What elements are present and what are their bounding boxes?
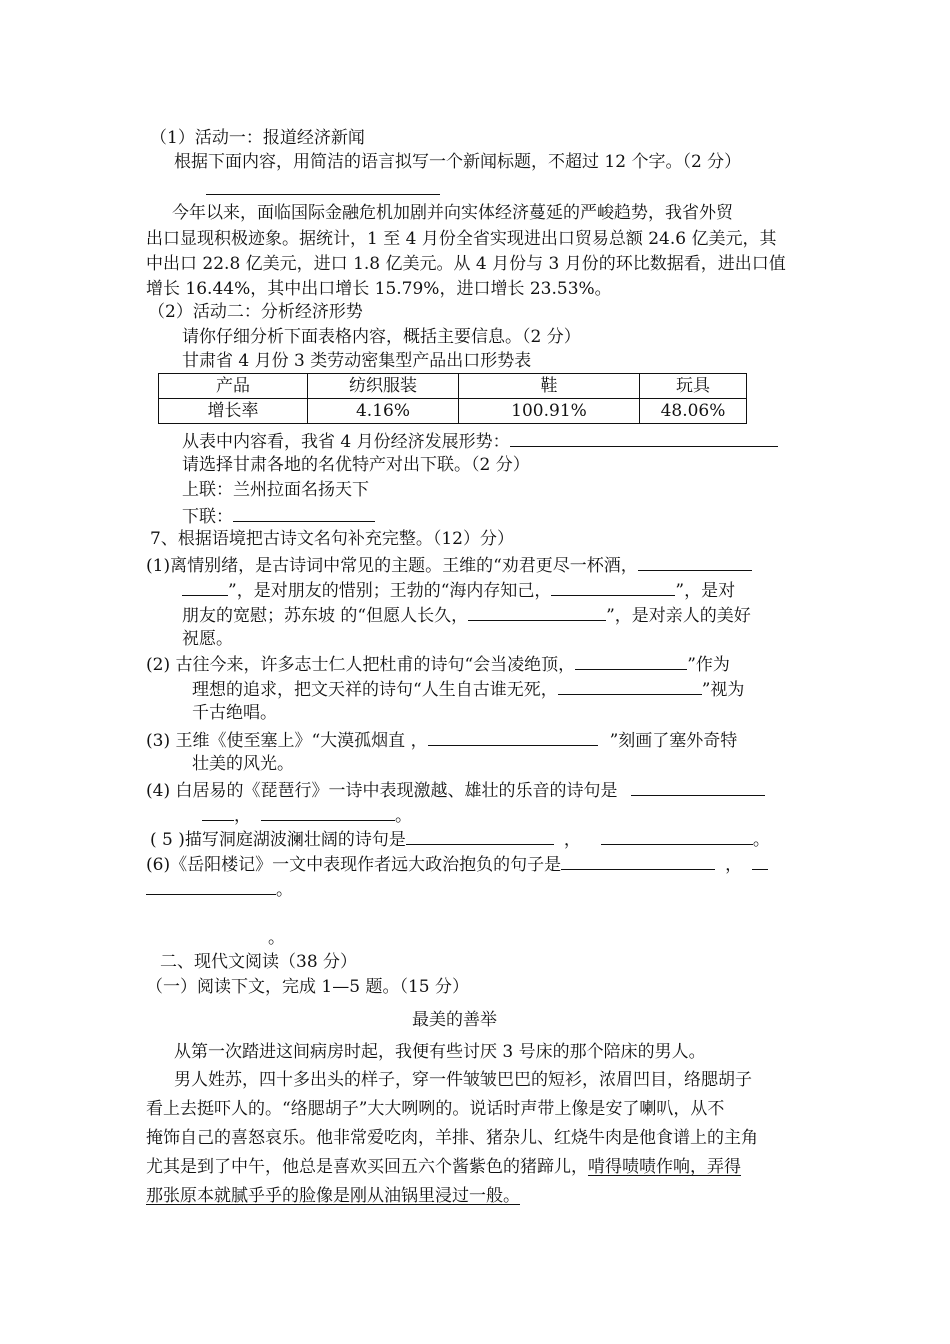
q7-heading: 7、根据语境把古诗文名句补充完整。（12）分） [150,529,514,549]
q7-p4-text: 。 [395,806,412,826]
table-cell: 48.06% [640,399,747,424]
answer-blank[interactable] [551,577,675,596]
q7-p1-text: ”，是对 [675,581,736,601]
q7-p5-text: 。 [752,830,770,850]
stray-period: 。 [268,928,285,948]
q7-p2-text: ”作为 [687,655,730,675]
q7-p4-line2 [202,802,412,828]
passage-line: 掩饰自己的喜怒哀乐。他非常爱吃肉，羊排、猪杂儿、红烧牛肉是他食谱上的主角 [146,1128,758,1148]
q7-p1-text: (1)离情别绪，是古诗词中常见的主题。王维的“劝君更尽一杯酒， [146,556,638,576]
news-line: 中出口 22.8 亿美元，进口 1.8 亿美元。从 4 月份与 3 月份的环比数据看，进出口值 [146,254,786,274]
q7-p1-line1 [146,552,752,578]
answer-blank[interactable] [202,802,234,821]
table-cell: 100.91% [459,399,640,424]
lower-couplet-label: 下联： [182,507,233,527]
q7-p3-line1 [146,727,737,753]
headline-answer-blank[interactable] [206,176,440,202]
table-header-cell: 玩具 [640,374,747,399]
answer-blank[interactable] [261,802,395,821]
upper-couplet: 上联：兰州拉面名扬天下 [182,480,369,500]
q7-p1-line4: 祝愿。 [182,629,233,649]
q7-p3-text: ”刻画了塞外奇特 [609,731,738,751]
table-header-row [159,374,747,399]
news-line: 增长 16.44%，其中出口增长 15.79%，进口增长 23.53%。 [146,279,612,299]
conclusion-answer-blank[interactable] [510,428,778,447]
answer-blank[interactable] [406,826,554,845]
underlined-sentence: 啃得啧啧作响，弄得 [588,1157,741,1177]
q7-p1-text: ”，是对朋友的惜别；王勃的“海内存知己， [228,581,552,601]
answer-blank[interactable] [601,826,753,845]
answer-blank[interactable] [468,602,606,621]
activity1-instruction: 根据下面内容，用简洁的语言拟写一个新闻标题，不超过 12 个字。（2 分） [174,152,742,172]
passage-line [146,1184,520,1208]
lower-couplet-blank[interactable] [233,503,375,522]
table-header-cell: 纺织服装 [308,374,459,399]
activity1-heading: （1）活动一：报道经济新闻 [150,128,365,148]
q7-p4-text: ， [234,806,251,826]
section2-sub: （一）阅读下文，完成 1—5 题。（15 分） [146,977,469,997]
table-cell: 4.16% [308,399,459,424]
q7-p1-text: 朋友的宽慰；苏东坡 的“但愿人长久， [182,606,469,626]
q7-p6-line2 [146,876,293,902]
news-line: 出口显现积极迹象。据统计，1 至 4 月份全省实现进出口贸易总额 24.6 亿美元，其 [146,229,777,249]
conclusion-line [182,428,778,454]
q7-p2-text: ”视为 [701,680,745,700]
q7-p6-text: 。 [276,880,293,900]
q7-p3-line2: 壮美的风光。 [192,754,294,774]
answer-blank[interactable] [631,777,765,796]
table-header-cell: 鞋 [459,374,640,399]
q7-p2-text: (2) 古往今来，许多志士仁人把杜甫的诗句“会当凌绝顶， [146,655,576,675]
q7-p4-line1 [146,777,765,803]
answer-blank[interactable] [561,851,715,870]
answer-blank[interactable] [146,876,276,895]
passage-line-with-underline [146,1155,741,1179]
q7-p1-line3 [182,602,751,628]
q7-p6-text: (6)《岳阳楼记》一文中表现作者远大政治抱负的句子是 [146,855,562,875]
answer-blank[interactable] [182,577,228,596]
lower-couplet-line [182,503,375,529]
q7-p6-text: ， [725,855,743,875]
table-title: 甘肃省 4 月份 3 类劳动密集型产品出口形势表 [182,351,532,371]
answer-blank[interactable] [752,851,768,870]
q7-p1-text: ”，是对亲人的美好 [606,606,751,626]
activity2-heading: （2）活动二：分析经济形势 [148,302,363,322]
underlined-sentence: 那张原本就腻乎乎的脸像是刚从油锅里浸过一般。 [146,1186,520,1206]
q7-p5-text: ， [563,830,581,850]
q7-p5-line [150,826,770,852]
section2-heading: 二、现代文阅读（38 分） [160,952,358,972]
q7-p2-line3: 千古绝唱。 [192,703,277,723]
answer-blank[interactable] [575,651,687,670]
conclusion-prompt: 从表中内容看，我省 4 月份经济发展形势： [182,432,510,452]
passage-para1: 从第一次踏进这间病房时起，我便有些讨厌 3 号床的那个陪床的男人。 [174,1042,706,1062]
q7-p2-line1 [146,651,730,677]
q7-p4-text: (4) 白居易的《琵琶行》一诗中表现激越、雄壮的乐音的诗句是 [146,781,618,801]
passage-line: 男人姓苏，四十多出头的样子，穿一件皱皱巴巴的短衫，浓眉凹目，络腮胡子 [174,1070,752,1090]
q7-p2-text: 理想的追求，把文天祥的诗句“人生自古谁无死， [192,680,558,700]
passage-text: 尤其是到了中午，他总是喜欢买回五六个酱紫色的猪蹄儿， [146,1157,588,1177]
answer-blank[interactable] [558,676,702,695]
table-header-cell: 产品 [159,374,308,399]
table-cell: 增长率 [159,399,308,424]
export-table [158,373,747,424]
q7-p6-line1 [146,851,768,877]
activity2-instruction: 请你仔细分析下面表格内容，概括主要信息。（2 分） [182,327,581,347]
news-line: 今年以来，面临国际金融危机加剧并向实体经济蔓延的严峻趋势，我省外贸 [172,203,733,223]
passage-title: 最美的善举 [412,1010,497,1030]
q7-p1-line2 [182,577,735,603]
answer-blank[interactable] [428,727,598,746]
q7-p3-text: (3) 王维《使至塞上》“大漠孤烟直 ， [146,731,428,751]
couplet-instruction: 请选择甘肃各地的名优特产对出下联。（2 分） [182,455,530,475]
passage-line: 看上去挺吓人的。“络腮胡子”大大咧咧的。说话时声带上像是安了喇叭，从不 [146,1099,725,1119]
table-row [159,399,747,424]
answer-blank[interactable] [638,552,752,571]
q7-p5-text: ( 5 )描写洞庭湖波澜壮阔的诗句是 [150,830,406,850]
q7-p2-line2 [192,676,744,702]
